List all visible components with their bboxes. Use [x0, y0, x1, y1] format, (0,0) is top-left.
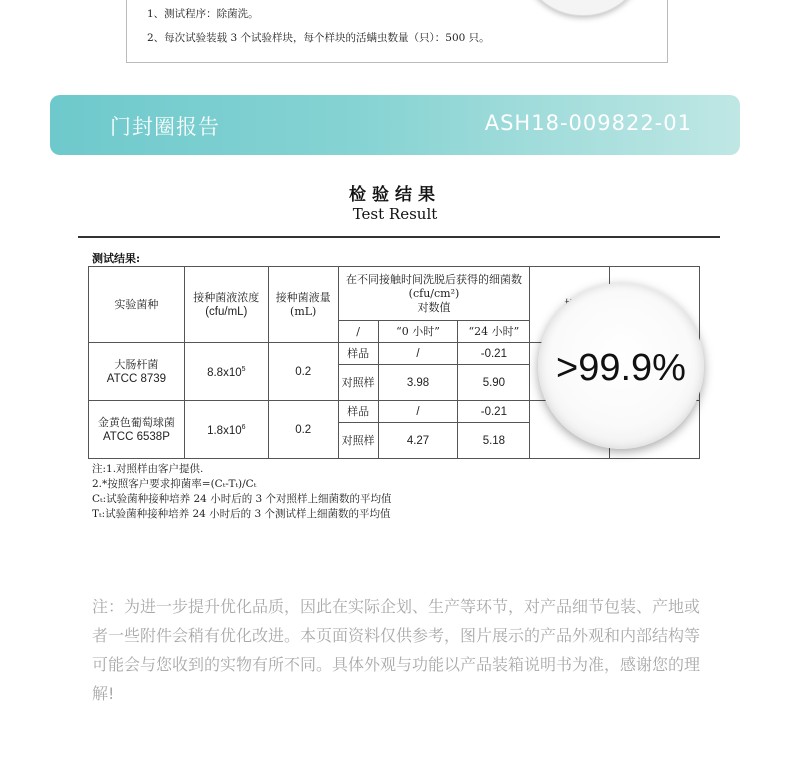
table-notes	[92, 462, 392, 522]
strain-code: ATCC 8739	[106, 372, 167, 385]
volume-cell: 0.2	[268, 343, 338, 401]
report-banner	[50, 95, 740, 155]
note-line: Tₜ:试验菌种接种培养 24 小时后的 3 个测试样上细菌数的平均值	[92, 508, 391, 520]
concentration-exponent: 5	[241, 366, 246, 374]
strain-cell	[89, 343, 185, 401]
note-line: 注:1.对照样由客户提供.	[92, 463, 204, 475]
header-count-group	[338, 267, 530, 321]
magnified-rate-value: >99.9%	[556, 347, 686, 389]
concentration-value: 8.8x10	[207, 366, 242, 379]
strain-code: ATCC 6538P	[102, 430, 170, 443]
disclaimer-text: 注：为进一步提升优化品质，因此在实际企划、生产等环节，对产品细节包装、产地或者一些附件会稍有优化改进。本页面资料仅供参考，图片展示的产品外观和内部结构等可能会与您收到的实物有所不同。具体外观与功能以产品装箱说明书为准，感谢您的理解!	[92, 597, 701, 703]
sample-label: 样品	[338, 343, 378, 365]
control-24h: 5.18	[458, 423, 530, 459]
control-0h: 3.98	[378, 365, 458, 401]
sample-0h: /	[378, 401, 458, 423]
header-count-title: 在不同接触时间洗脱后获得的细菌数 (cfu/cm²)	[345, 272, 522, 300]
header-strain: 实验菌种	[89, 267, 185, 343]
header-concentration-unit: (cfu/mL)	[205, 305, 248, 318]
header-volume: 接种菌液量(mL)	[268, 267, 338, 343]
report-number: ASH18-009822-01	[484, 111, 692, 135]
banner-title: 门封圈报告	[110, 115, 220, 139]
header-count-sub: 对数值	[417, 300, 451, 314]
concentration-cell	[184, 401, 268, 459]
concentration-cell	[184, 343, 268, 401]
control-label: 对照样	[338, 365, 378, 401]
sample-24h: -0.21	[458, 343, 530, 365]
header-concentration-label: 接种菌液浓度	[193, 290, 260, 304]
control-0h: 4.27	[378, 423, 458, 459]
sample-load-line: 2、每次试验装载 3 个试验样块，每个样块的活螨虫数量（只）：500 只。	[147, 32, 490, 44]
strain-name: 大肠杆菌	[114, 357, 159, 371]
header-concentration	[184, 267, 268, 343]
test-procedure-line: 1、测试程序：除菌洗。	[147, 8, 259, 20]
note-line: Cₜ:试验菌种接种培养 24 小时后的 3 个对照样上细菌数的平均值	[92, 493, 392, 505]
concentration-value: 1.8x10	[207, 424, 242, 437]
note-line: 2.*按照客户要求抑菌率=(Cₜ-Tₜ)/Cₜ	[92, 478, 257, 490]
concentration-exponent: 6	[241, 424, 246, 432]
strain-cell	[89, 401, 185, 459]
control-label: 对照样	[338, 423, 378, 459]
strain-name: 金黄色葡萄球菌	[97, 415, 175, 429]
control-24h: 5.90	[458, 365, 530, 401]
sample-24h: -0.21	[458, 401, 530, 423]
subheader-0h: “0 小时”	[378, 321, 458, 343]
subheader-slash: /	[338, 321, 378, 343]
magnifier-lens	[538, 283, 704, 449]
test-results-label: 测试结果:	[92, 252, 141, 265]
title-divider	[78, 236, 720, 238]
result-title-cn: 检验结果	[349, 185, 441, 205]
subheader-24h: “24 小时”	[458, 321, 530, 343]
sample-label: 样品	[338, 401, 378, 423]
result-title-en: Test Result	[352, 205, 438, 223]
sample-0h: /	[378, 343, 458, 365]
volume-cell: 0.2	[268, 401, 338, 459]
